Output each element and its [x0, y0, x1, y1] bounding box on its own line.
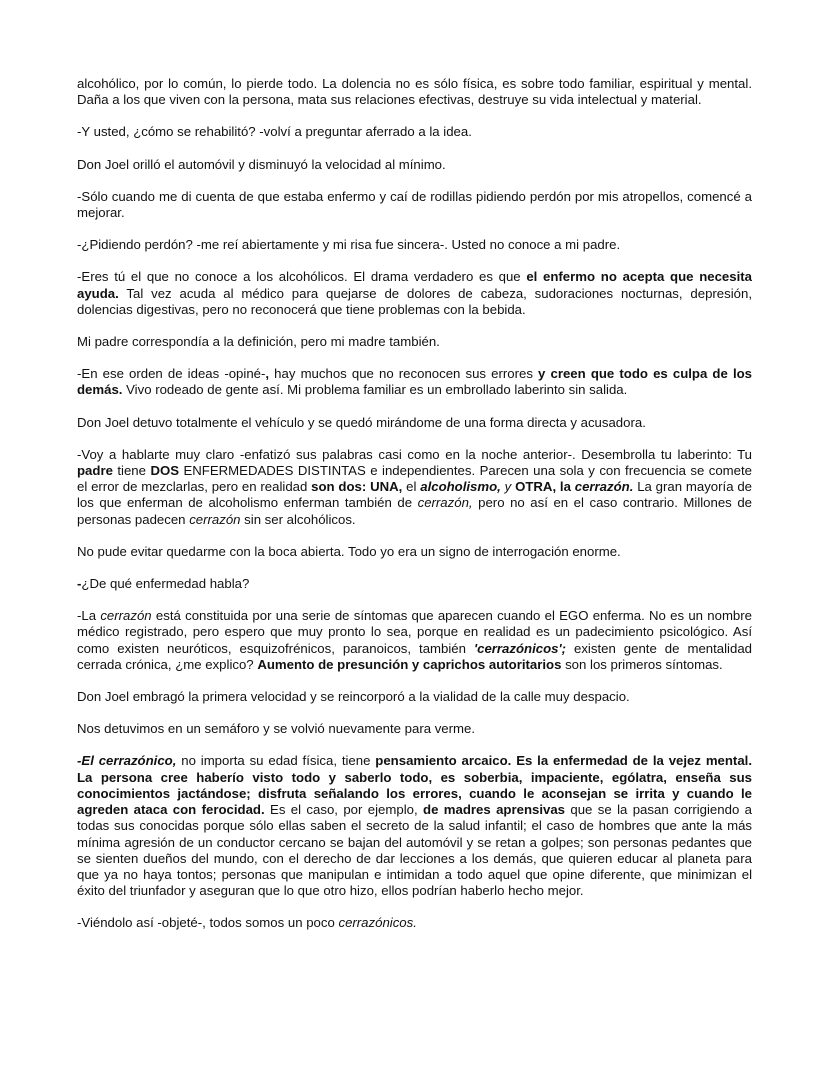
text-run: Mi padre correspondía a la definición, pero mi madre también. [77, 334, 440, 350]
text-run: -Sólo cuando me di cuenta de que estaba enfermo y caí de rodillas pidiendo perdón por mis atropellos, comencé a mejorar. [77, 188, 752, 221]
paragraph [77, 915, 752, 931]
text-run: -La [77, 608, 101, 624]
text-run: el [402, 479, 421, 495]
paragraph [77, 237, 752, 253]
paragraph [77, 544, 752, 560]
text-run: -Voy a hablarte muy claro -enfatizó sus palabras casi como en la noche anterior-. Desembrolla tu laberinto: Tu [77, 446, 752, 462]
text-run: alcoholismo, [420, 479, 501, 495]
paragraph [77, 721, 752, 737]
text-run: existen gente de mentalidad cerrada crónica, ¿me explico? [77, 640, 752, 672]
text-run: cerrazón [189, 511, 241, 527]
paragraph [77, 689, 752, 705]
text-run: ¿De qué enfermedad habla? [81, 576, 250, 592]
text-run: DOS [150, 463, 180, 479]
text-run: -Viéndolo así -objeté-, todos somos un poco [77, 915, 339, 931]
text-run: cerrazón [100, 608, 152, 624]
text-run: son los primeros síntomas. [561, 656, 723, 672]
paragraph [77, 753, 752, 899]
paragraph [77, 76, 752, 108]
text-run: Vivo rodeado de gente así. Mi problema familiar es un embrollado laberinto sin salida. [122, 382, 628, 398]
text-run: Don Joel detuvo totalmente el vehículo y se quedó mirándome de una forma directa y acusadora. [77, 414, 646, 430]
paragraph [77, 415, 752, 431]
text-run: cerrazón, [417, 495, 473, 511]
text-run: Don Joel orilló el automóvil y disminuyó la velocidad al mínimo. [77, 156, 446, 172]
paragraph [77, 334, 752, 350]
text-run: No pude evitar quedarme con la boca abierta. Todo yo era un signo de interrogación enorme. [77, 543, 621, 559]
text-run: Nos detuvimos en un semáforo y se volvió nuevamente para verme. [77, 721, 476, 737]
text-run: -Eres tú el que no conoce a los alcohólicos. El drama verdadero es que [77, 269, 527, 285]
text-run: -¿Pidiendo perdón? -me reí abiertamente y mi risa fue sincera-. Usted no conoce a mi padre. [77, 237, 621, 253]
text-run: el enfermo no acepta que necesita ayuda. [77, 269, 752, 301]
text-run: y [500, 479, 516, 495]
paragraph [77, 124, 752, 140]
text-run: pensamiento arcaico. Es la enfermedad de la vejez mental. La persona cree haberío visto todo y saberlo todo, es soberbia, impaciente, ególatra, enseña sus conocimientos jactándose; disfruta señalando los errores, cuando le aconsejan se irrita y cuando le agreden ataca con ferocidad. [77, 753, 752, 818]
text-run: hay muchos que no reconocen sus errores [269, 366, 539, 382]
text-run: La gran mayoría de los que enferman de alcoholismo enferman también de [77, 479, 753, 511]
text-run: que se la pasan corrigiendo a todas sus conocidas porque sólo ellas saben el secreto de la salud infantil; el caso de hombres que ante la más mínima agresión de un conductor cercano se bajan del automóvil y se retan a golpes; son personas pedantes que se sienten dueños del mundo, con el derecho de dar lecciones a los demás, que quieren educar al planeta para que ya no haya tontos; personas que manipulan e intimidan a todo aquel que opine diferente, que minimizan el éxito del triunfador y aseguran que lo que otro hizo, ellos podrían haberlo hecho mejor. [77, 802, 752, 899]
text-run: tiene [112, 463, 151, 479]
text-run: 'cerrazónicos'; [473, 640, 566, 656]
text-run: sin ser alcohólicos. [240, 511, 356, 527]
text-run: -El cerrazónico, [77, 753, 177, 769]
text-run: -Y usted, ¿cómo se rehabilitó? -volví a preguntar aferrado a la idea. [77, 124, 472, 140]
text-run: padre [77, 463, 113, 479]
text-run: ENFERMEDADES DISTINTAS e independientes. Parecen una sola y con frecuencia se comete el error de mezclarlas, pero en realidad [77, 463, 752, 495]
text-run: cerrazón. [574, 479, 634, 495]
paragraph [77, 189, 752, 221]
text-run: OTRA, la [515, 479, 575, 495]
paragraph [77, 269, 752, 318]
text-run: cerrazónicos. [338, 915, 417, 931]
text-run: son dos: UNA, [311, 479, 403, 495]
paragraph [77, 366, 752, 398]
text-run: - [77, 576, 82, 592]
text-run: pero no así en el caso contrario. Millones de personas padecen [77, 495, 752, 527]
paragraph [77, 576, 752, 592]
text-run: Aumento de presunción y caprichos autoritarios [257, 656, 562, 672]
text-run: Tal vez acuda al médico para quejarse de dolores de cabeza, sudoraciones nocturnas, depresión, dolencias digestivas, pero no reconocerá que tiene problemas con la bebida. [77, 285, 752, 317]
text-run: Don Joel embragó la primera velocidad y se reincorporó a la vialidad de la calle muy despacio. [77, 689, 630, 705]
paragraph [77, 608, 752, 673]
text-run: no importa su edad física, tiene [176, 753, 376, 769]
text-run: , [265, 366, 270, 382]
text-run: Es el caso, por ejemplo, [264, 802, 424, 818]
text-run: está constituida por una serie de síntomas que aparecen cuando el EGO enferma. No es un nombre médico registrado, pero espero que muy pronto lo sea, porque en realidad es un padecimiento psicológico. Así como existen neuróticos, esquizofrénicos, paranoicos, también [77, 608, 752, 656]
text-run: -En ese orden de ideas -opiné- [77, 366, 266, 382]
paragraph [77, 447, 752, 528]
text-run: de madres aprensivas [423, 802, 565, 818]
paragraph [77, 157, 752, 173]
text-run: y creen que todo es culpa de los demás. [77, 366, 752, 398]
text-run: alcohólico, por lo común, lo pierde todo. La dolencia no es sólo física, es sobre todo familiar, espiritual y mental. Daña a los que viven con la persona, mata sus relaciones efectivas, destruye su vida intelectual y material. [77, 76, 752, 108]
